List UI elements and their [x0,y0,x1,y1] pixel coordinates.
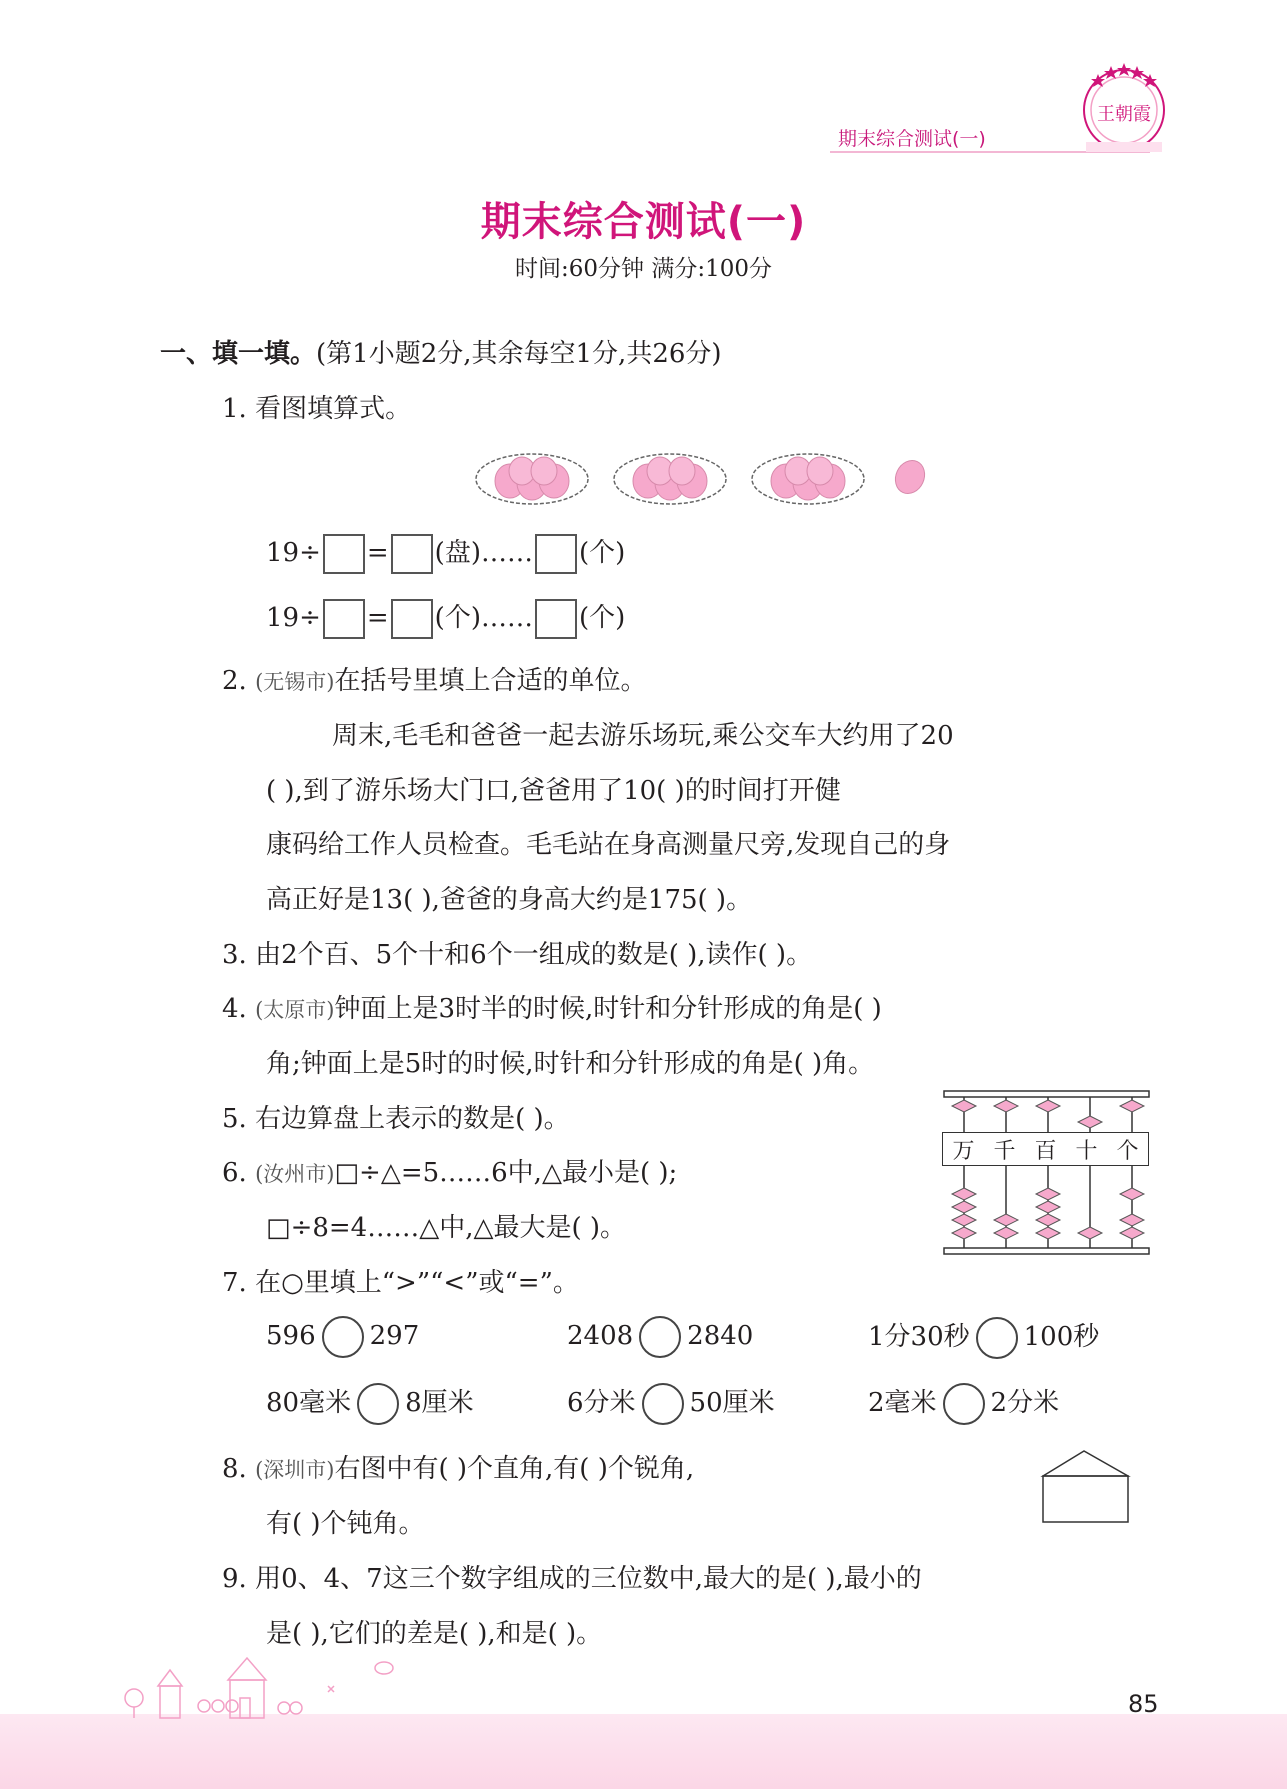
page-title: 期末综合测试(一) [480,199,807,245]
answer-box[interactable] [535,599,577,639]
abacus-label: 千 [993,1138,1016,1164]
compare-circle[interactable] [322,1316,364,1358]
compare-item: 2408 2840 [567,1316,753,1358]
q4-line-2: 角;钟面上是5时的时候,时针和分针形成的角是( )角。 [266,1049,875,1079]
abacus-label: 万 [952,1138,975,1164]
q2-label: 2. (无锡市)在括号里填上合适的单位。 [222,666,647,696]
abacus-figure [942,1088,1152,1258]
answer-box[interactable] [391,599,433,639]
answer-box[interactable] [535,534,577,574]
q7-label: 7. 在○里填上“>”“<”或“=”。 [222,1268,579,1298]
running-header: 期末综合测试(一) [838,128,986,150]
abacus-label: 个 [1116,1138,1139,1164]
compare-item: 80毫米 8厘米 [266,1382,474,1425]
compare-item: 596 297 [266,1316,419,1358]
compare-item: 2毫米 2分米 [868,1382,1059,1425]
answer-box[interactable] [323,599,365,639]
q9-line-1: 9. 用0、4、7这三个数字组成的三位数中,最大的是( ),最小的 [222,1564,922,1594]
abacus-label: 十 [1075,1138,1098,1164]
q9-line-2: 是( ),它们的差是( ),和是( )。 [266,1619,603,1649]
q2-paragraph-line-1: 周末,毛毛和爸爸一起去游乐场玩,乘公交车大约用了20 [332,721,954,751]
q5-text: 5. 右边算盘上表示的数是( )。 [222,1104,570,1134]
svg-text:王朝霞: 王朝霞 [1097,104,1151,125]
q8-line-1: 8. (深圳市)右图中有( )个直角,有( )个锐角, [222,1454,695,1484]
compare-circle[interactable] [639,1316,681,1358]
section-title: 一、填一填。 [160,339,317,369]
castle-decoration-icon [118,1650,418,1720]
abacus-label: 百 [1034,1138,1057,1164]
section-heading [160,333,722,370]
footer-band [0,1714,1287,1789]
q6-line-1: 6. (汝州市)□÷△=5……6中,△最小是( ); [222,1158,678,1188]
q3-text: 3. 由2个百、5个十和6个一组成的数是( ),读作( )。 [222,940,813,970]
q8-line-2: 有( )个钝角。 [266,1509,425,1539]
compare-circle[interactable] [943,1383,985,1425]
compare-circle[interactable] [357,1383,399,1425]
q2-paragraph-line-3: 康码给工作人员检查。毛毛站在身高测量尺旁,发现自己的身 [266,830,951,860]
q6-line-2: □÷8=4……△中,△最大是( )。 [266,1213,627,1243]
q2-paragraph-line-2: ( ),到了游乐场大门口,爸爸用了10( )的时间打开健 [266,776,841,806]
abacus-place-labels [942,1132,1149,1166]
abacus-frame-icon [942,1088,1152,1258]
exam-time-score: 时间:60分钟 满分:100分 [515,256,772,282]
compare-circle[interactable] [976,1317,1018,1359]
q1-label: 1. 看图填算式。 [222,394,412,424]
answer-box[interactable] [323,534,365,574]
compare-circle[interactable] [642,1383,684,1425]
house-shape-icon [1040,1448,1132,1526]
brand-logo-icon [1068,58,1180,158]
compare-item: 1分30秒 100秒 [868,1316,1099,1359]
strawberry-plates-icon [470,447,940,509]
page-number: 85 [1128,1690,1159,1718]
q2-paragraph-line-4: 高正好是13( ),爸爸的身高大约是175( )。 [266,885,753,915]
compare-item: 6分米 50厘米 [567,1382,775,1425]
q1-row1: 19÷ = (盘)…… (个) [266,532,625,574]
q4-line-1: 4. (太原市)钟面上是3时半的时候,时针和分针形成的角是( ) [222,994,882,1024]
section-note: (第1小题2分,其余每空1分,共26分) [316,339,722,369]
q1-row2: 19÷ = (个)…… (个) [266,597,625,639]
answer-box[interactable] [391,534,433,574]
